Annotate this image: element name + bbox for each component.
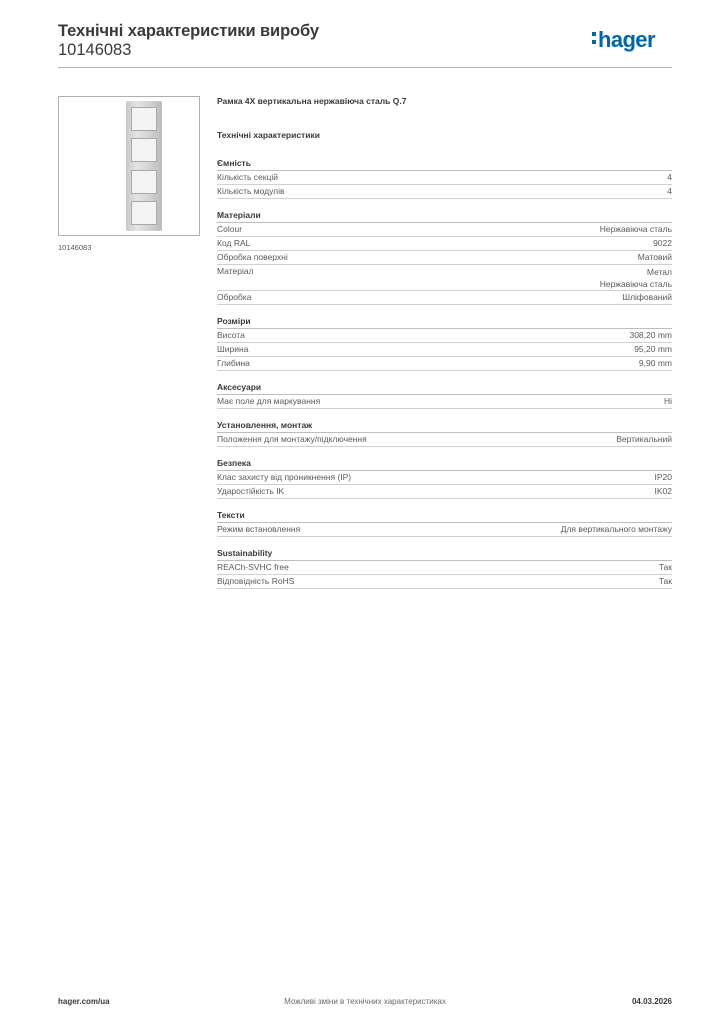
spec-value-line: 308,20 mm — [629, 330, 672, 340]
document-title: Технічні характеристики виробу — [58, 22, 319, 40]
spec-section — [217, 457, 672, 499]
spec-section — [217, 209, 672, 305]
logo-dots-icon — [592, 32, 596, 44]
spec-label: REACh-SVHC free — [217, 562, 289, 572]
spec-label: Положення для монтажу/підключення — [217, 434, 367, 444]
spec-sections — [217, 157, 672, 589]
spec-label: Відповідність RoHS — [217, 576, 295, 586]
spec-section — [217, 419, 672, 447]
spec-value — [655, 485, 673, 497]
frame-4x-icon — [126, 101, 162, 231]
spec-value — [638, 251, 672, 263]
spec-label: Висота — [217, 330, 245, 340]
spec-value — [667, 171, 672, 183]
spec-label: Обробка поверхні — [217, 252, 288, 262]
section-title: Sustainability — [217, 547, 672, 561]
section-title: Ємність — [217, 157, 672, 171]
product-name: Рамка 4X вертикальна нержавіюча сталь Q.7 — [217, 96, 407, 106]
section-title: Безпека — [217, 457, 672, 471]
spec-value-line: Матовий — [637, 252, 672, 262]
footer-date: 04.03.2026 — [631, 997, 672, 1006]
spec-value-line: IP20 — [654, 472, 672, 482]
spec-row — [217, 329, 672, 343]
spec-label: Ударостійкість IK — [217, 486, 285, 496]
spec-label: Ширина — [217, 344, 249, 354]
spec-row — [217, 433, 672, 447]
spec-value — [561, 523, 672, 535]
spec-value-line: Шліфований — [622, 292, 672, 302]
page-footer — [58, 997, 672, 1009]
spec-value — [659, 561, 672, 573]
spec-row — [217, 343, 672, 357]
spec-label: Клас захисту від проникнення (IP) — [217, 472, 352, 482]
spec-label: Режим встановлення — [217, 524, 301, 534]
product-number: 10146083 — [58, 41, 132, 59]
spec-row — [217, 291, 672, 305]
spec-value — [639, 357, 672, 369]
spec-section — [217, 157, 672, 199]
spec-row — [217, 561, 672, 575]
spec-value-line: Нержавіюча сталь — [599, 279, 672, 289]
spec-value — [634, 343, 672, 355]
spec-value-line: Ні — [663, 396, 672, 406]
spec-label: Глибина — [217, 358, 250, 368]
spec-row — [217, 237, 672, 251]
spec-row — [217, 171, 672, 185]
spec-value-line: Вертикальний — [616, 434, 672, 444]
spec-row — [217, 251, 672, 265]
spec-row — [217, 485, 672, 499]
image-caption: 10146083 — [58, 243, 92, 252]
spec-label: Матеріал — [217, 266, 254, 276]
hager-logo — [592, 28, 655, 52]
spec-value — [600, 223, 672, 235]
spec-row — [217, 357, 672, 371]
spec-label: Colour — [217, 224, 243, 234]
spec-value-line: 9022 — [653, 238, 672, 248]
spec-value — [664, 395, 672, 407]
header-divider — [58, 67, 672, 68]
spec-value — [655, 471, 673, 483]
spec-value — [629, 329, 672, 341]
spec-value — [653, 237, 672, 249]
section-title: Матеріали — [217, 209, 672, 223]
spec-label: Кількість модулів — [217, 186, 285, 196]
spec-value — [659, 575, 672, 587]
spec-label: Кількість секцій — [217, 172, 278, 182]
spec-row — [217, 523, 672, 537]
spec-section — [217, 315, 672, 371]
spec-value-line: 4 — [667, 172, 672, 182]
section-title: Тексти — [217, 509, 672, 523]
spec-value-line: Метал — [646, 267, 672, 277]
footer-note: Можливі зміни в технічних характеристиках — [284, 997, 446, 1006]
spec-label: Має поле для маркування — [217, 396, 321, 406]
spec-row — [217, 471, 672, 485]
spec-value — [667, 185, 672, 197]
spec-value-line: 95,20 mm — [634, 344, 672, 354]
spec-value — [600, 265, 672, 290]
product-image — [58, 96, 200, 236]
spec-row — [217, 223, 672, 237]
specs-heading: Технічні характеристики — [217, 130, 320, 140]
spec-row — [217, 395, 672, 409]
spec-label: Код RAL — [217, 238, 251, 248]
product-details — [217, 95, 672, 599]
spec-label: Обробка — [217, 292, 252, 302]
spec-value-line: IK02 — [654, 486, 672, 496]
spec-section — [217, 509, 672, 537]
spec-row — [217, 185, 672, 199]
spec-value-line: 4 — [667, 186, 672, 196]
spec-value — [622, 291, 672, 303]
spec-value-line: Так — [658, 562, 672, 572]
section-title: Установлення, монтаж — [217, 419, 672, 433]
spec-value-line: Нержавіюча сталь — [599, 224, 672, 234]
footer-website-link[interactable]: hager.com/ua — [58, 997, 110, 1006]
spec-value — [616, 433, 672, 445]
spec-section — [217, 547, 672, 589]
spec-value-line: Так — [658, 576, 672, 586]
logo-text: hager — [598, 27, 655, 52]
spec-row — [217, 265, 672, 291]
section-title: Аксесуари — [217, 381, 672, 395]
spec-value-line: 9,90 mm — [638, 358, 672, 368]
spec-section — [217, 381, 672, 409]
section-title: Розміри — [217, 315, 672, 329]
spec-value-line: Для вертикального монтажу — [560, 524, 672, 534]
document-header — [58, 22, 319, 60]
spec-row — [217, 575, 672, 589]
